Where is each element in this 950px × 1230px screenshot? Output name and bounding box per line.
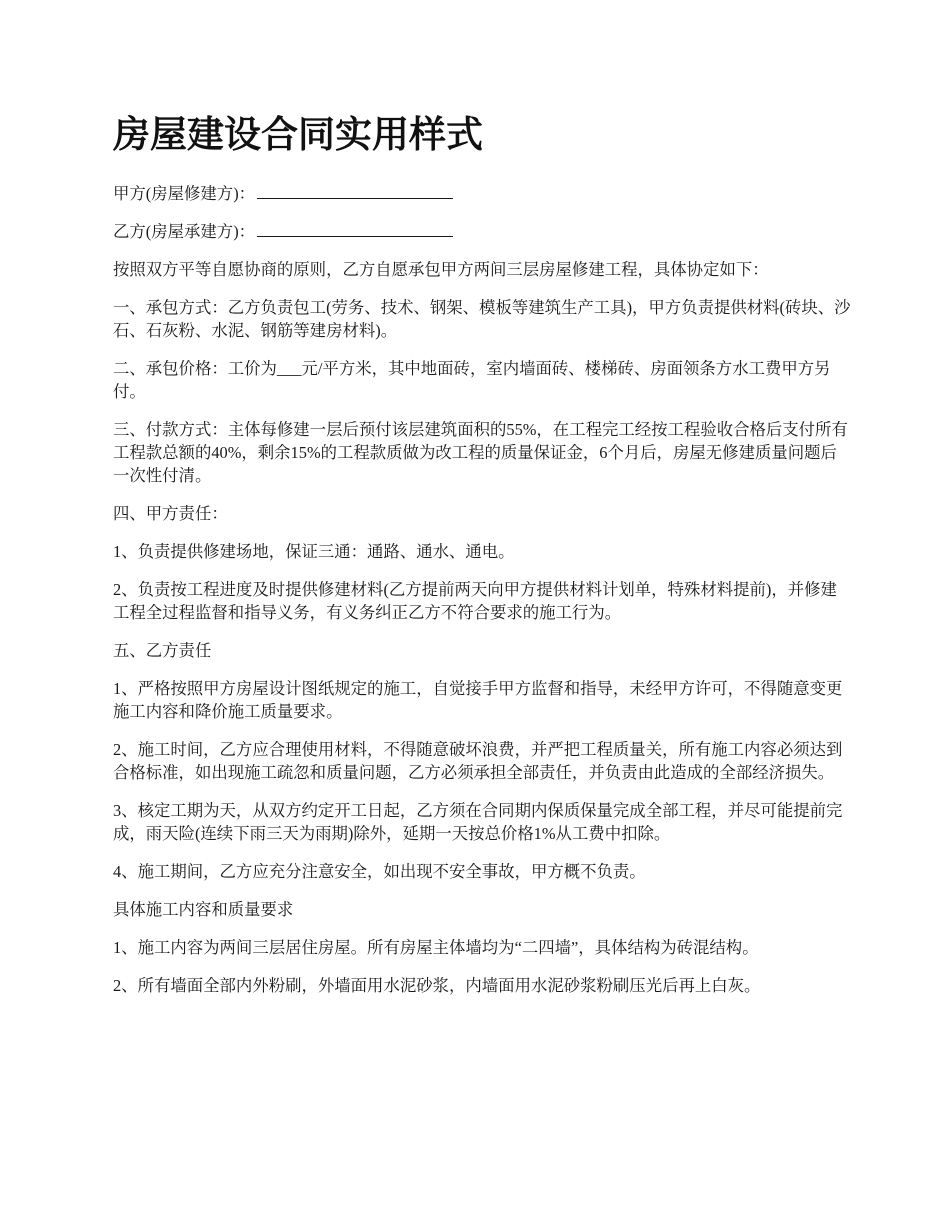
party-a-responsibility-heading: 四、甲方责任： — [113, 504, 228, 523]
party-a-responsibility-item: 2、负责按工程进度及时提供修建材料(乙方提前两天向甲方提供材料计划单，特殊材料提前)，并修建工程全过程监督和指导义务，有义务纠正乙方不符合要求的施工行为。 — [113, 580, 837, 622]
party-b-signature-blank — [257, 220, 453, 237]
party-b-label: 乙方(房屋承建方)： — [113, 222, 256, 241]
party-b-responsibility-item: 4、施工期间，乙方应充分注意安全，如出现不安全事故，甲方概不负责。 — [113, 862, 646, 881]
contract-price-paragraph: 二、承包价格：工价为___元/平方米，其中地面砖，室内墙面砖、楼梯砖、房面领条方水工费甲方另付。 — [113, 359, 831, 401]
party-b-responsibility-item: 1、严格按照甲方房屋设计图纸规定的施工，自觉接手甲方监督和指导，未经甲方许可，不得随意变更施工内容和降价施工质量要求。 — [113, 679, 843, 721]
party-a-responsibility-item: 1、负责提供修建场地，保证三通：通路、通水、通电。 — [113, 542, 515, 561]
document-title: 房屋建设合同实用样式 — [113, 115, 483, 156]
construction-requirements-heading: 具体施工内容和质量要求 — [113, 900, 294, 919]
party-b-responsibility-item: 2、施工时间，乙方应合理使用材料，不得随意破坏浪费，并严把工程质量关，所有施工内容必须达到合格标准，如出现施工疏忽和质量问题，乙方必须承担全部责任，并负责由此造成的全部经济损失。 — [113, 740, 843, 782]
document-page — [113, 112, 853, 1012]
party-a-signature-blank — [257, 182, 453, 199]
construction-requirement-item: 2、所有墙面全部内外粉刷，外墙面用水泥砂浆，内墙面用水泥砂浆粉刷压光后再上白灰。 — [113, 976, 761, 995]
party-a-line — [113, 182, 853, 205]
party-b-responsibility-item: 3、核定工期为天，从双方约定开工日起，乙方须在合同期内保质保量完成全部工程，并尽可能提前完成，雨天险(连续下雨三天为雨期)除外，延期一天按总价格1%从工费中扣除。 — [113, 801, 843, 843]
intro-paragraph: 按照双方平等自愿协商的原则，乙方自愿承包甲方两间三层房屋修建工程，具体协定如下： — [113, 260, 769, 279]
contract-method-paragraph: 一、承包方式：乙方负责包工(劳务、技术、钢架、模板等建筑生产工具)，甲方负责提供材料(砖块、沙石、石灰粉、水泥、钢筋等建房材料)。 — [113, 298, 851, 340]
payment-method-paragraph: 三、付款方式：主体每修建一层后预付该层建筑面积的55%，在工程完工经按工程验收合格后支付所有工程款总额的40%，剩余15%的工程款质做为改工程的质量保证金，6个月后，房屋无修建质量问题后一次性付清。 — [113, 420, 848, 485]
construction-requirement-item: 1、施工内容为两间三层居住房屋。所有房屋主体墙均为“二四墙”，具体结构为砖混结构。 — [113, 938, 759, 957]
party-a-label: 甲方(房屋修建方)： — [113, 184, 256, 203]
party-b-line — [113, 220, 853, 243]
party-b-responsibility-heading: 五、乙方责任 — [113, 641, 212, 660]
